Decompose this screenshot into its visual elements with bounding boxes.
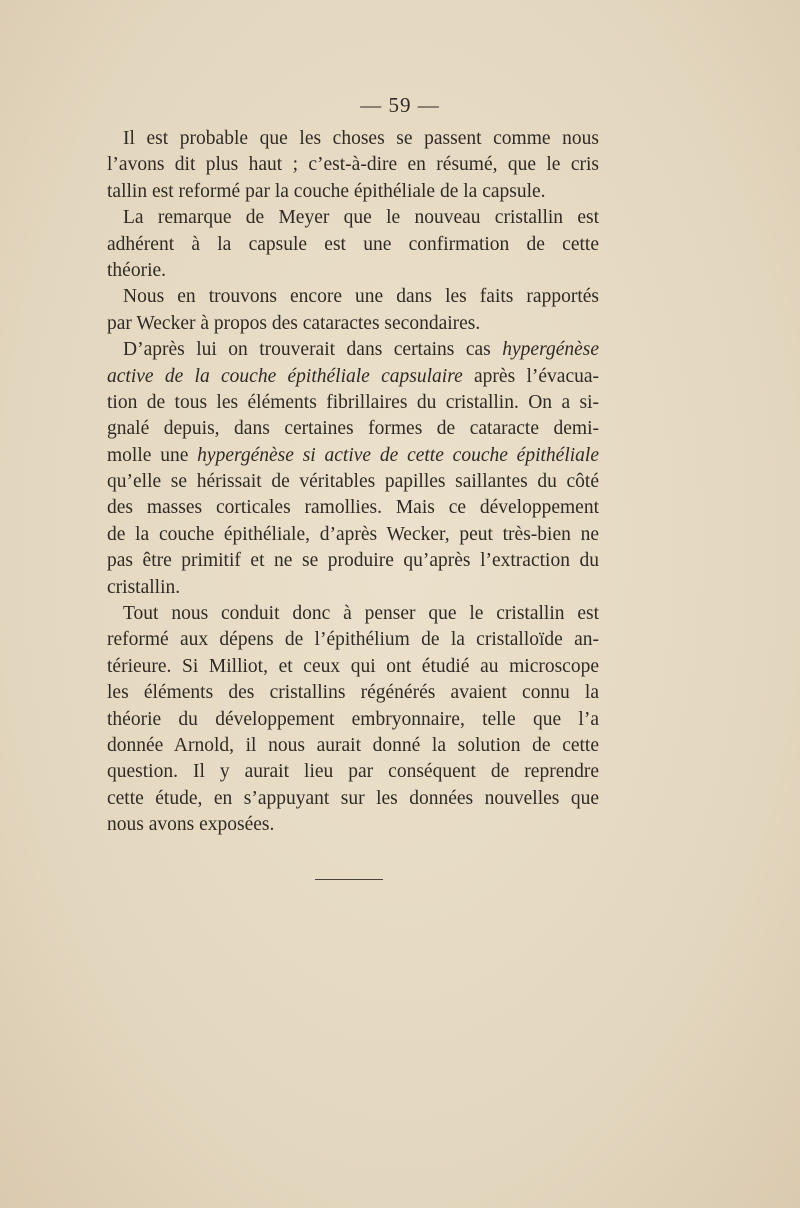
end-rule: [315, 879, 383, 880]
text-span: adhérent à la capsule est une confirmation de cette: [107, 233, 599, 255]
text-span: des masses corticales ramollies. Mais ce développement: [107, 497, 599, 519]
text-line: [107, 654, 599, 680]
text-span: molle une: [107, 444, 198, 466]
text-line: [107, 786, 599, 812]
text-span: reformé aux dépens de l’épithélium de la cristalloïde an-: [107, 629, 599, 651]
text-span: l’avons dit plus haut ; c’est-à-dire en résumé, que le cris: [107, 154, 599, 176]
text-line: [107, 627, 599, 653]
text-span: cristallin.: [107, 576, 181, 598]
text-span: térieure. Si Milliot, et ceux qui ont étudié au microscope: [107, 655, 599, 677]
text-span: D’après lui on trouverait dans certains cas: [123, 339, 503, 361]
text-line: [107, 258, 599, 284]
text-span: après l’évacua-: [462, 365, 599, 387]
text-line: [107, 284, 599, 310]
text-span: nous avons exposées.: [107, 814, 275, 836]
text-span: théorie.: [107, 259, 167, 281]
text-span: pas être primitif et ne se produire qu’après l’extraction du: [107, 550, 599, 572]
text-span: gnalé depuis, dans certaines formes de cataracte demi-: [107, 418, 599, 440]
text-span: Nous en trouvons encore une dans les faits rapportés: [123, 286, 599, 308]
text-span: les éléments des cristallins régénérés avaient connu la: [107, 682, 599, 704]
text-line: [107, 707, 599, 733]
italic-span: active de la couche épithéliale capsulaire: [107, 365, 463, 387]
text-line: [107, 548, 599, 574]
text-line: [107, 680, 599, 706]
text-line: [107, 495, 599, 521]
text-span: tallin est reformé par la couche épithéliale de la capsule.: [107, 180, 546, 202]
text-line: [107, 179, 599, 205]
text-span: qu’elle se hérissait de véritables papilles saillantes du côté: [107, 471, 599, 493]
text-line: [107, 311, 599, 337]
text-line: [107, 522, 599, 548]
text-line: [107, 390, 599, 416]
text-span: cette étude, en s’appuyant sur les données nouvelles que: [107, 787, 599, 809]
text-line: [107, 601, 599, 627]
italic-span: hypergénèse: [502, 339, 599, 361]
text-line: [107, 364, 599, 390]
text-span: donnée Arnold, il nous aurait donné la solution de cette: [107, 734, 599, 756]
text-line: [107, 812, 599, 838]
text-line: [107, 469, 599, 495]
text-line: [107, 205, 599, 231]
text-span: de la couche épithéliale, d’après Wecker, peut très-bien ne: [107, 523, 599, 545]
text-line: [107, 733, 599, 759]
text-line: [107, 759, 599, 785]
page-number: — 59 —: [360, 93, 440, 117]
text-span: théorie du développement embryonnaire, telle que l’a: [107, 708, 599, 730]
text-line: [107, 416, 599, 442]
text-line: [107, 126, 599, 152]
text-line: [107, 232, 599, 258]
text-line: [107, 443, 599, 469]
text-block: [107, 126, 599, 839]
text-span: Tout nous conduit donc à penser que le cristallin est: [123, 603, 599, 625]
text-span: par Wecker à propos des cataractes secondaires.: [107, 312, 481, 334]
text-line: [107, 575, 599, 601]
text-span: question. Il y aurait lieu par conséquent de reprendre: [107, 761, 599, 783]
text-span: La remarque de Meyer que le nouveau cristallin est: [123, 207, 599, 229]
text-span: tion de tous les éléments fibrillaires du cristallin. On a si-: [107, 391, 599, 413]
text-line: [107, 337, 599, 363]
text-span: Il est probable que les choses se passent comme nous: [123, 128, 599, 149]
italic-span: hypergénèse si active de cette couche épithéliale: [197, 444, 599, 466]
text-line: [107, 152, 599, 178]
